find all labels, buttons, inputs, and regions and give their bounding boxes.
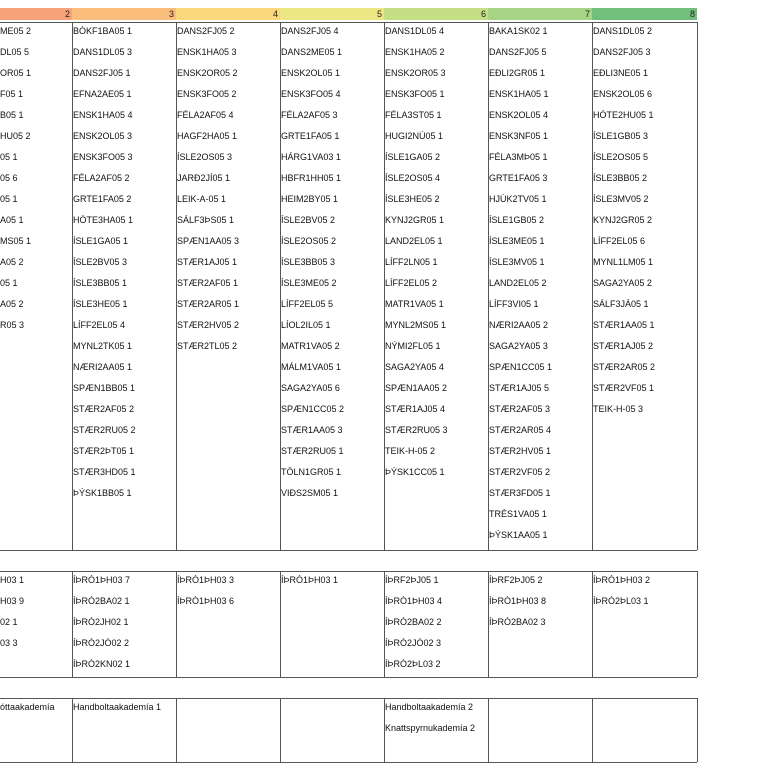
section1-cell: ÍSLE2BV05 3: [73, 257, 128, 267]
section1-cell: SAGA2YA05 2: [593, 278, 652, 288]
section1-column-divider: [697, 22, 698, 550]
section1-cell: ÍSLE3BB05 1: [73, 278, 128, 288]
section1-cell: 05 1: [0, 194, 18, 204]
section1-cell: DANS2FJ05 2: [177, 26, 235, 36]
header-number: 8: [689, 9, 695, 19]
section1-cell: GRTE1FA05 3: [489, 173, 548, 183]
section1-cell: FÉLA2AF05 2: [73, 173, 130, 183]
section1-cell: SÁLF3JÁ05 1: [593, 299, 649, 309]
header-number: 3: [168, 9, 174, 19]
section1-cell: KYNJ2GR05 2: [593, 215, 653, 225]
section1-cell: HÁRG1VA03 1: [281, 152, 341, 162]
section2-cell: ÍÞRÓ1ÞH03 2: [593, 575, 651, 585]
section1-cell: ENSK1HA05 4: [73, 110, 133, 120]
section3-column-divider: [697, 698, 698, 762]
section1-cell: ÍSLE3ME05 1: [489, 236, 545, 246]
section1-cell: A05 2: [0, 257, 24, 267]
section1-cell: SAGA2YA05 6: [281, 383, 340, 393]
section1-cell: DL05 5: [0, 47, 30, 57]
section1-cell: ENSK1HA05 2: [385, 47, 445, 57]
section1-cell: ENSK3FO05 4: [281, 89, 341, 99]
section1-cell: FÉLA2AF05 4: [177, 110, 234, 120]
section2-cell: ÍÞRÓ2ÞL03 1: [593, 596, 649, 606]
section1-cell: ÍSLE2BV05 2: [281, 215, 336, 225]
section2-cell: 03 3: [0, 638, 18, 648]
section1-cell: ÍSLE3MV05 1: [489, 257, 545, 267]
section1-cell: ENSK3FO05 2: [177, 89, 237, 99]
section1-cell: ÍSLE2OS05 2: [281, 236, 337, 246]
section2-cell: ÍÞRÓ2KN02 1: [73, 659, 131, 669]
section1-cell: BÓKF1BA05 1: [73, 26, 133, 36]
section1-cell: ENSK3FO05 1: [385, 89, 445, 99]
section1-cell: GRTE1FA05 1: [281, 131, 340, 141]
section1-cell: LÍFF2EL05 5: [281, 299, 334, 309]
section1-cell: ÍSLE3HE05 2: [385, 194, 440, 204]
section1-cell: STÆR2HV05 2: [177, 320, 240, 330]
section1-cell: BAKA1SK02 1: [489, 26, 548, 36]
section1-cell: EFNA2AE05 1: [73, 89, 132, 99]
section2-cell: ÍÞRÓ2ÞL03 2: [385, 659, 441, 669]
section1-cell: MYNL2MS05 1: [385, 320, 447, 330]
section1-cell: EÐLI3NE05 1: [593, 68, 649, 78]
section1-cell: ÞÝSK1BB05 1: [73, 488, 132, 498]
section1-cell: HJÚK2TV05 1: [489, 194, 547, 204]
section1-cell: ENSK2OL05 3: [73, 131, 133, 141]
section2-cell: 02 1: [0, 617, 18, 627]
section1-cell: TEIK-H-05 3: [593, 404, 644, 414]
section2-cell: ÍÞRÓ1ÞH03 3: [177, 575, 235, 585]
section1-cell: STÆR2AR05 2: [593, 362, 656, 372]
section1-cell: DANS1DL05 3: [73, 47, 133, 57]
section2-column-divider: [592, 571, 593, 677]
section1-cell: FÉLA2AF05 3: [281, 110, 338, 120]
section1-cell: A05 1: [0, 215, 24, 225]
section1-cell: STÆR2AF05 3: [489, 404, 551, 414]
section1-cell: LÍFF2EL05 2: [385, 278, 438, 288]
section1-cell: DANS1DL05 2: [593, 26, 653, 36]
section1-cell: ÍSLE3HE05 1: [73, 299, 128, 309]
section2-cell: ÍÞRÓ1ÞH03 8: [489, 596, 547, 606]
section2-column-divider: [697, 571, 698, 677]
section1-cell: STÆR2AF05 2: [73, 404, 135, 414]
section1-cell: GRTE1FA05 2: [73, 194, 132, 204]
section1-cell: ÍSLE2OS05 4: [385, 173, 441, 183]
section1-cell: STÆR2VF05 2: [489, 467, 551, 477]
section1-cell: DANS2FJ05 3: [593, 47, 651, 57]
section2-cell: ÍÞRÓ2BA02 1: [73, 596, 130, 606]
section1-cell: HAGF2HA05 1: [177, 131, 238, 141]
section1-cell: ENSK1HA05 1: [489, 89, 549, 99]
section2-bottom-border: [0, 677, 697, 678]
section1-cell: ENSK2OL05 4: [489, 110, 549, 120]
section1-cell: TEIK-H-05 2: [385, 446, 436, 456]
section2-column-divider: [280, 571, 281, 677]
section1-cell: STÆR2ÞT05 1: [73, 446, 135, 456]
section1-cell: LÍFF2LN05 1: [385, 257, 438, 267]
section3-column-divider: [176, 698, 177, 762]
section1-cell: HBFR1HH05 1: [281, 173, 342, 183]
section1-cell: ÍSLE3MV05 2: [593, 194, 649, 204]
section1-cell: STÆR2RU05 3: [385, 425, 448, 435]
section2-cell: ÍÞRÓ1ÞH03 1: [281, 575, 339, 585]
section1-cell: SPÆN1CC05 2: [281, 404, 345, 414]
section2-cell: ÍÞRÓ2BA02 2: [385, 617, 442, 627]
section1-cell: MYNL2TK05 1: [73, 341, 133, 351]
section1-cell: ÍSLE1GB05 2: [489, 215, 545, 225]
section1-cell: ENSK2OL05 1: [281, 68, 341, 78]
section1-cell: LEIK-A-05 1: [177, 194, 227, 204]
section1-cell: TÖLN1GR05 1: [281, 467, 342, 477]
section1-cell: DANS2FJ05 1: [73, 68, 131, 78]
section1-cell: ÍSLE3ME05 2: [281, 278, 337, 288]
section3-column-divider: [488, 698, 489, 762]
section2-cell: ÍÞRÓ1ÞH03 4: [385, 596, 443, 606]
section1-cell: ENSK2OL05 6: [593, 89, 653, 99]
section2-column-divider: [176, 571, 177, 677]
section1-cell: STÆR2RU05 2: [73, 425, 136, 435]
section2-cell: ÍÞRÓ2JÓ02 3: [385, 638, 442, 648]
section1-cell: STÆR1AA05 1: [593, 320, 655, 330]
section1-cell: STÆR2AR05 4: [489, 425, 552, 435]
section1-cell: ÞÝSK1CC05 1: [385, 467, 445, 477]
header-number: 7: [584, 9, 590, 19]
section1-cell: STÆR3FD05 1: [489, 488, 551, 498]
section1-cell: NÝMI2FL05 1: [385, 341, 441, 351]
section1-cell: OR05 1: [0, 68, 32, 78]
section1-cell: TRÉS1VA05 1: [489, 509, 547, 519]
section3-column-divider: [592, 698, 593, 762]
section2-cell: ÍÞRÓ2JH02 1: [73, 617, 129, 627]
section3-cell: Handboltaakademía 2: [385, 702, 474, 712]
section3-cell: Knattspyrnukademía 2: [385, 723, 476, 733]
section1-cell: DANS1DL05 4: [385, 26, 445, 36]
section1-cell: ÍSLE2OS05 3: [177, 152, 233, 162]
section1-cell: A05 2: [0, 299, 24, 309]
section1-cell: HÓTE3HA05 1: [73, 215, 134, 225]
section1-cell: 05 6: [0, 173, 18, 183]
section1-cell: LÍOL2IL05 1: [281, 320, 331, 330]
section1-cell: FÉLA3MÞ05 1: [489, 152, 548, 162]
header-number: 5: [376, 9, 382, 19]
section1-cell: STÆR2VF05 1: [593, 383, 655, 393]
section1-cell: ÍSLE1GB05 3: [593, 131, 649, 141]
section1-cell: JARÐ2JÍ05 1: [177, 173, 231, 183]
section1-cell: STÆR3HD05 1: [73, 467, 136, 477]
section1-cell: HUGI2NÚ05 1: [385, 131, 444, 141]
section3-cell: óttaakademía: [0, 702, 55, 712]
section1-cell: ÍSLE1GA05 1: [73, 236, 129, 246]
section1-cell: 05 1: [0, 152, 18, 162]
section1-cell: ENSK2OR05 2: [177, 68, 238, 78]
section1-cell: 05 1: [0, 278, 18, 288]
section2-cell: H03 1: [0, 575, 25, 585]
section3-bottom-border: [0, 762, 697, 763]
section1-cell: SPÆN1AA05 3: [177, 236, 240, 246]
section1-cell: MYNL1LM05 1: [593, 257, 654, 267]
section1-cell: ME05 2: [0, 26, 32, 36]
section1-cell: ÍSLE3BB05 3: [281, 257, 336, 267]
section1-cell: STÆR1AJ05 5: [489, 383, 550, 393]
section1-cell: STÆR1AJ05 1: [177, 257, 238, 267]
section1-cell: MATR1VA05 2: [281, 341, 340, 351]
section1-cell: LAND2EL05 2: [489, 278, 547, 288]
section1-cell: LÍFF3VI05 1: [489, 299, 539, 309]
section1-cell: HEIM2BY05 1: [281, 194, 339, 204]
section1-cell: SPÆN1BB05 1: [73, 383, 136, 393]
section1-cell: LÍFF2EL05 6: [593, 236, 646, 246]
section2-cell: H03 9: [0, 596, 25, 606]
section1-cell: ENSK2OR05 3: [385, 68, 446, 78]
section1-cell: STÆR2AF05 1: [177, 278, 239, 288]
section1-cell: SPÆN1AA05 2: [385, 383, 448, 393]
section2-cell: ÍÞRÓ2BA02 3: [489, 617, 546, 627]
section1-cell: SÁLF3ÞS05 1: [177, 215, 235, 225]
section1-cell: R05 3: [0, 320, 25, 330]
section1-cell: MS05 1: [0, 236, 32, 246]
section2-cell: ÍÞRÓ2JÓ02 2: [73, 638, 130, 648]
section1-cell: ÍSLE1GA05 2: [385, 152, 441, 162]
section1-bottom-border: [0, 550, 697, 551]
section1-cell: HU05 2: [0, 131, 31, 141]
section1-cell: ENSK3FO05 3: [73, 152, 133, 162]
section1-cell: DANS2FJ05 4: [281, 26, 339, 36]
section1-cell: MATR1VA05 1: [385, 299, 444, 309]
section1-cell: HÓTE2HU05 1: [593, 110, 654, 120]
section1-cell: ÍSLE3BB05 2: [593, 173, 648, 183]
section2-cell: ÍÞRÓ1ÞH03 7: [73, 575, 131, 585]
section1-cell: NÆRI2AA05 2: [489, 320, 549, 330]
section1-cell: STÆR2HV05 1: [489, 446, 552, 456]
section1-cell: FÉLA3ST05 1: [385, 110, 442, 120]
section1-cell: NÆRI2AA05 1: [73, 362, 133, 372]
section1-cell: ÍSLE2OS05 5: [593, 152, 649, 162]
section1-cell: SAGA2YA05 4: [385, 362, 444, 372]
section1-cell: MÁLM1VA05 1: [281, 362, 341, 372]
section1-cell: STÆR2RU05 1: [281, 446, 344, 456]
header-number: 4: [272, 9, 278, 19]
section1-cell: SAGA2YA05 3: [489, 341, 548, 351]
section1-cell: VIÐS2SM05 1: [281, 488, 339, 498]
section2-cell: ÍÞRF2ÞJ05 2: [489, 575, 543, 585]
section1-cell: STÆR1AA05 3: [281, 425, 343, 435]
header-number: 6: [480, 9, 486, 19]
section1-cell: STÆR2AR05 1: [177, 299, 240, 309]
section1-cell: F05 1: [0, 89, 24, 99]
section1-cell: ENSK1HA05 3: [177, 47, 237, 57]
section1-cell: LÍFF2EL05 4: [73, 320, 126, 330]
section1-cell: KYNJ2GR05 1: [385, 215, 445, 225]
section1-cell: STÆR2TL05 2: [177, 341, 238, 351]
section1-cell: LAND2EL05 1: [385, 236, 443, 246]
section1-cell: SPÆN1CC05 1: [489, 362, 553, 372]
section1-cell: DANS2ME05 1: [281, 47, 343, 57]
section1-cell: DANS2FJ05 5: [489, 47, 547, 57]
section1-cell: ÞÝSK1AA05 1: [489, 530, 548, 540]
section3-column-divider: [280, 698, 281, 762]
section1-cell: STÆR1AJ05 4: [385, 404, 446, 414]
header-number: 2: [64, 9, 70, 19]
section2-cell: ÍÞRF2ÞJ05 1: [385, 575, 439, 585]
section1-cell: ENSK3NF05 1: [489, 131, 549, 141]
section3-cell: Handboltaakademía 1: [73, 702, 162, 712]
section1-cell: STÆR1AJ05 2: [593, 341, 654, 351]
section2-cell: ÍÞRÓ1ÞH03 6: [177, 596, 235, 606]
section1-cell: B05 1: [0, 110, 24, 120]
section1-cell: EÐLI2GR05 1: [489, 68, 546, 78]
